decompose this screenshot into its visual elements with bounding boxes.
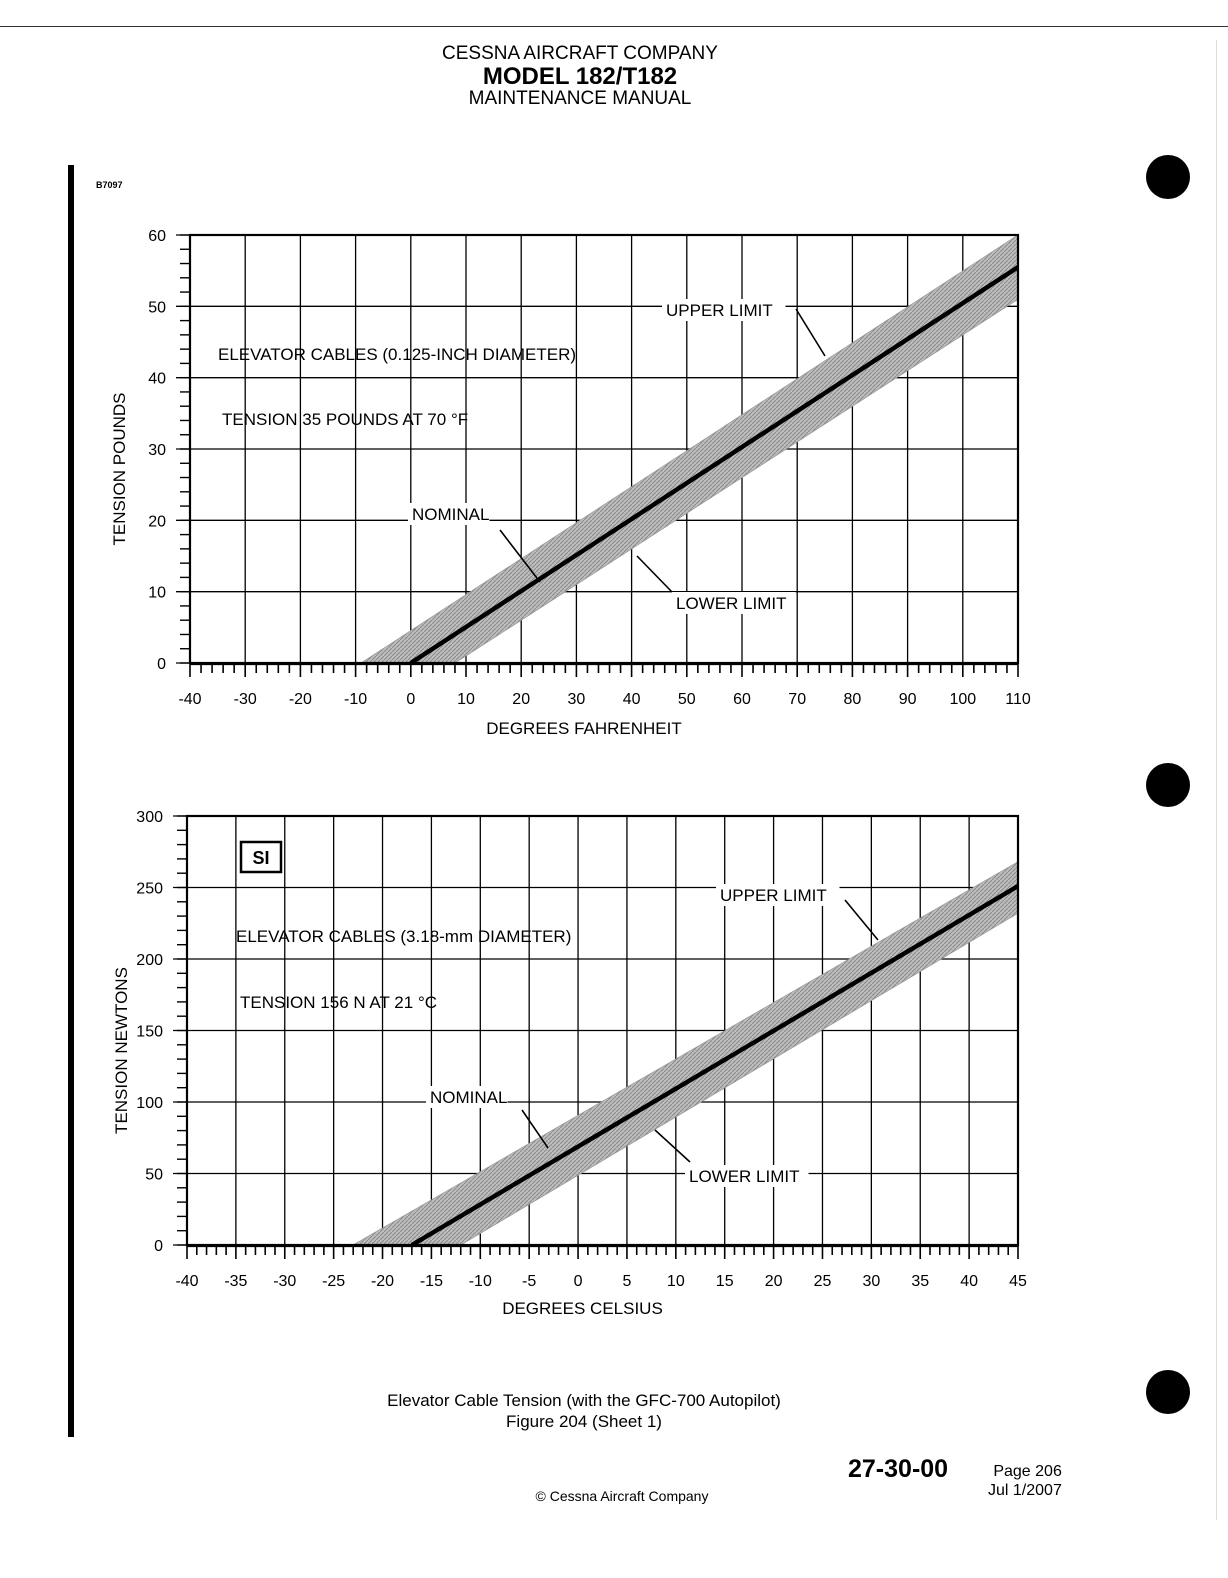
company-name: CESSNA AIRCRAFT COMPANY [442,43,718,64]
chart-note: TENSION 156 N AT 21 °C [240,993,438,1012]
x-tick-label: 60 [733,691,751,708]
x-tick-label: 40 [622,691,641,708]
chart-1 [110,228,1031,738]
x-tick-label: 35 [911,1273,930,1290]
y-axis-label: TENSION NEWTONS [112,967,131,1134]
caption-figure-number: Figure 204 (Sheet 1) [506,1412,662,1432]
y-tick-label: 10 [148,584,166,602]
x-tick-label: -20 [370,1273,395,1290]
x-tick-label: 100 [949,691,977,708]
x-tick-label: 25 [813,1273,832,1290]
y-tick-label: 50 [148,299,166,317]
x-tick-label: 0 [406,691,416,708]
x-tick-label: 90 [898,691,917,708]
callout-nominal: NOMINAL [430,1088,508,1107]
x-tick-label: 50 [677,691,696,708]
y-tick-label: 60 [148,228,166,245]
x-tick-label: -40 [178,691,202,708]
y-tick-label: 150 [136,1023,163,1041]
y-tick-label: 20 [148,513,166,531]
callout-leader [845,900,878,940]
section-number: 27-30-00 [848,1455,949,1483]
y-tick-label: 50 [145,1166,163,1184]
y-tick-label: 250 [136,880,163,898]
callout-lower-limit: LOWER LIMIT [676,594,787,613]
y-tick-label: 0 [154,1238,163,1255]
callout-leader [796,309,825,356]
x-tick-label: -25 [322,1273,346,1290]
y-tick-label: 300 [136,809,163,826]
y-tick-label: 200 [136,952,163,969]
x-tick-label: 40 [960,1273,979,1290]
x-tick-label: -35 [224,1273,248,1290]
x-tick-label: 45 [1009,1273,1027,1290]
y-tick-label: 100 [136,1095,163,1112]
caption-title: Elevator Cable Tension (with the GFC-700 Autopilot) [387,1391,781,1410]
callout-lower-limit: LOWER LIMIT [689,1167,800,1186]
callout-upper-limit: UPPER LIMIT [666,301,773,320]
y-tick-label: 30 [148,442,166,459]
page-date: Jul 1/2007 [988,1482,1062,1500]
x-tick-label: 15 [715,1273,734,1290]
manual-title: MAINTENANCE MANUAL [468,88,692,110]
x-tick-label: 110 [1005,691,1031,708]
figure-caption [0,1390,1168,1433]
x-tick-label: 20 [764,1273,783,1290]
x-tick-label: -20 [288,691,312,708]
page-number: Page 206 [993,1463,1062,1480]
x-tick-label: -30 [273,1273,297,1290]
chart-note: ELEVATOR CABLES (3.18-mm DIAMETER) [236,927,572,946]
callout-upper-limit: UPPER LIMIT [720,886,827,905]
x-tick-label: -10 [344,691,368,708]
y-tick-label: 40 [148,370,166,388]
callout-leader [637,556,672,592]
x-tick-label: 80 [843,691,862,708]
x-tick-label: 10 [457,691,475,708]
x-tick-label: 10 [666,1273,685,1290]
copyright: © Cessna Aircraft Company [535,1488,709,1504]
x-tick-label: -10 [468,1273,492,1290]
chart-note: TENSION 35 POUNDS AT 70 °F [222,410,469,429]
x-tick-label: -40 [175,1273,199,1290]
y-tick-label: 0 [157,656,166,673]
si-badge: SI [252,848,270,868]
x-axis-label: DEGREES CELSIUS [502,1299,663,1318]
x-tick-label: 20 [512,691,531,708]
x-tick-label: -30 [233,691,257,708]
x-tick-label: 0 [573,1273,583,1290]
x-tick-label: 70 [788,691,807,708]
callout-leader [655,1130,690,1162]
x-tick-label: 30 [567,691,586,708]
chart-2 [112,809,1027,1318]
y-axis-label: TENSION POUNDS [110,392,129,546]
x-tick-label: -5 [522,1273,537,1290]
callout-nominal: NOMINAL [412,505,490,524]
x-tick-label: -15 [419,1273,443,1290]
x-tick-label: 30 [862,1273,881,1290]
chart-note: ELEVATOR CABLES (0.125-INCH DIAMETER) [218,345,577,364]
upper-limit-line [353,862,1018,1245]
model-title: MODEL 182/T182 [482,62,678,90]
x-tick-label: 5 [622,1273,632,1290]
figure-code: B7097 [96,180,123,190]
lower-limit-line [461,913,1018,1245]
x-axis-label: DEGREES FAHRENHEIT [486,719,682,738]
